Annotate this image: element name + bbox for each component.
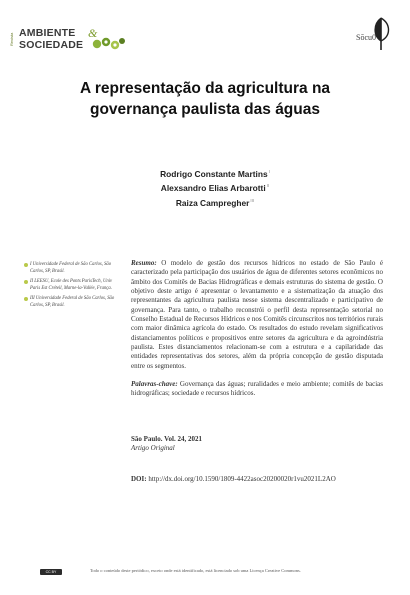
publication-info bbox=[131, 435, 383, 454]
author-list bbox=[130, 166, 300, 209]
author-name: Raiza Campregher$^{III}$ bbox=[175, 197, 255, 208]
doi bbox=[131, 475, 383, 484]
journal-side-label: Revista bbox=[9, 32, 14, 46]
article-front-matter bbox=[131, 259, 383, 484]
affiliations bbox=[24, 262, 119, 314]
affiliation-item: II LEESU, Ecole des Ponts ParisTech, Univ Paris Est Créteil, Marne-la-Vallée, França. bbox=[24, 279, 119, 292]
journal-name-line1: AMBIENTE bbox=[19, 27, 76, 39]
license-notice: Todo o conteúdo deste periódico, exceto onde está identificado, está licenciado sob uma Licença Creative Commons. bbox=[90, 568, 301, 573]
journal-logo-mark-icon bbox=[92, 36, 126, 52]
keywords-text: Governança das águas; ruralidades e meio ambiente; comitês de bacias hidrográficas; sociedade e recursos hídricos. bbox=[131, 380, 383, 398]
author-affiliation-marker: II bbox=[266, 183, 270, 189]
abstract bbox=[131, 259, 383, 371]
publisher-wordmark: Sōcu0 bbox=[356, 33, 376, 42]
author-name: Alexsandro Elias Arbarotti$^{II}$ bbox=[160, 183, 270, 194]
affiliation-item: I Universidade Federal de São Carlos, São Carlos, SP, Brasil. bbox=[24, 262, 119, 275]
article-title: A representação da agricultura na governança paulista das águas bbox=[79, 80, 331, 118]
doi-link[interactable]: http://dx.doi.org/10.1590/1809-4422asoc20200020r1vu2021L2AO bbox=[148, 474, 336, 483]
affiliation-item: III Universidade Federal de São Carlos, São Carlos, SP, Brasil. bbox=[24, 296, 119, 309]
journal-ampersand: & bbox=[88, 26, 98, 40]
keywords-label: Palavras-chave: bbox=[131, 380, 178, 389]
bullet-icon bbox=[24, 297, 28, 301]
doi-label: DOI: bbox=[131, 474, 147, 483]
creative-commons-badge[interactable]: CC BY bbox=[40, 569, 62, 575]
author-affiliation-marker: I bbox=[268, 169, 270, 174]
bullet-icon bbox=[24, 280, 28, 284]
bullet-icon bbox=[24, 263, 28, 267]
author-name: Rodrigo Constante Martins$^I$ bbox=[160, 168, 270, 179]
journal-name-line2: SOCIEDADE bbox=[19, 39, 84, 51]
abstract-text: O modelo de gestão dos recursos hídricos no estado de São Paulo é caracterizado pela participação dos usuários de água de diferentes setores econômicos no âmbito dos Comitês de Bacias Hidrográficas e demais estruturas do sistema de gestão. O objetivo deste artigo é apresentar o levantamento e a sistematização da atuação dos representantes da agricultura paulista nesse sistema descentralizado e participativo de governança. Para tanto, o trabalho reconstrói o perfil desta representação setorial no Conselho Estadual de Recursos Hídricos e nos Comitês circunscritos nos territórios rurais com maior dinâmica agrícola do estado. Os resultados do estudo revelam significativos distanciamentos políticos e propositivos entre setores da agricultura e da agroindústria paulista. Estes distanciamentos relacionam-se com a estrutura e a capilaridade das entidades representativas dos setores, além da própria concepção de gestão disputada entre os segmentos. bbox=[131, 259, 384, 370]
abstract-label: Resumo: bbox=[131, 259, 157, 267]
author-affiliation-marker: III bbox=[250, 197, 255, 203]
publication-city-volume: São Paulo. Vol. 24, 2021 bbox=[131, 434, 202, 443]
article-type: Artigo Original bbox=[131, 444, 175, 453]
keywords bbox=[131, 380, 383, 399]
